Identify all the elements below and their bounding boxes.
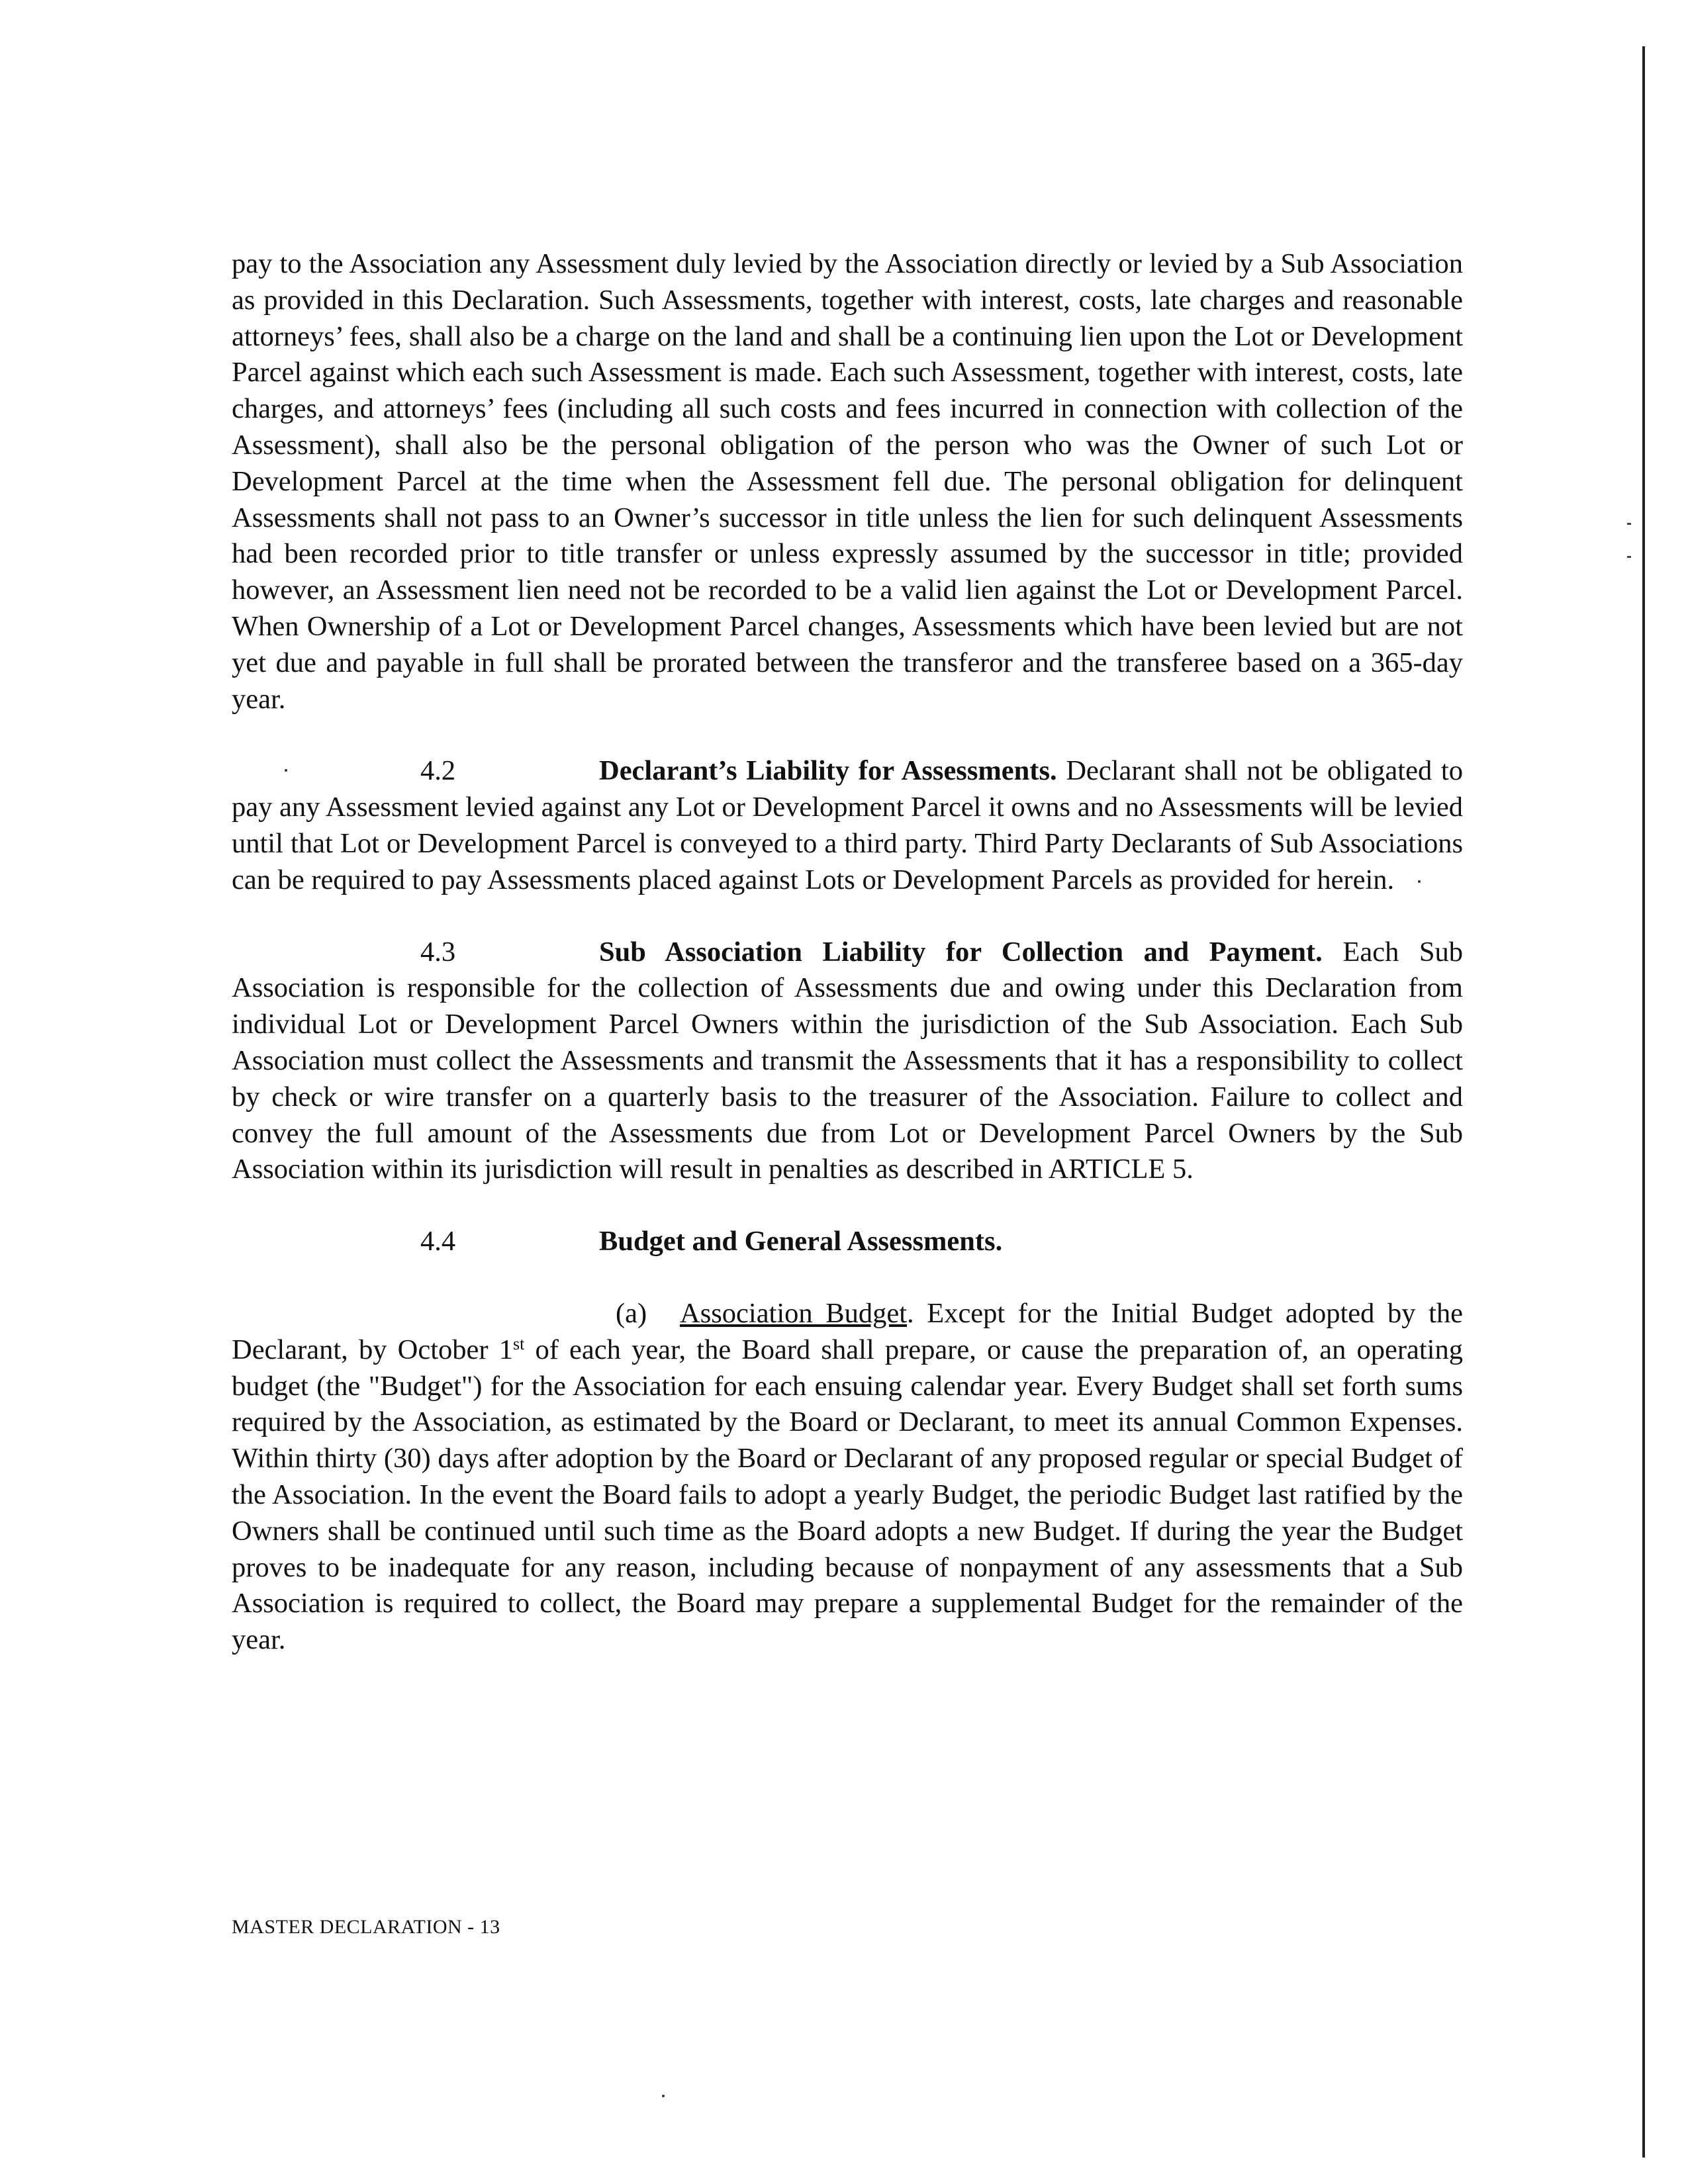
section-body: Declarant shall not be obligated to pay any Assessment levied against any Lot or Development Parcel it owns and no Assessments will be levied until that Lot or Development Parcel is conveyed to a third party. Third Party Declarants of Sub Associations can be required to pay Assessments placed against Lots or Development Parcels as provided for herein. xyxy=(232,755,1463,895)
document-body xyxy=(232,246,1463,1694)
scan-edge-line xyxy=(1642,46,1645,2158)
section-number: 4.3 xyxy=(420,936,456,968)
scan-speck xyxy=(662,2095,665,2097)
section-body: Each Sub Association is responsible for the collection of Assessments due and owing under this Declaration from individual Lot or Development Parcel Owners within the jurisdiction of the Sub Association. Each Sub Association must collect the Assessments and transmit the Assessments that it has a responsibility to collect by check or wire transfer on a quarterly basis to the treasurer of the Association. Failure to collect and convey the full amount of the Assessments due from Lot or Development Parcel Owners by the Sub Association within its jurisdiction will result in penalties as described in ARTICLE 5. xyxy=(232,936,1463,1185)
section-number: 4.4 xyxy=(420,1226,456,1257)
section-4-2 xyxy=(232,753,1463,898)
section-4-4-heading xyxy=(232,1224,1463,1260)
subsection-title: Association Budget xyxy=(680,1297,908,1329)
opening-paragraph: pay to the Association any Assessment duly levied by the Association directly or levied by a Sub Association as provided in this Declaration. Such Assessments, together with interest, costs, late charges and reasonable attorneys’ fees, shall also be a charge on the land and shall be a continuing lien upon the Lot or Development Parcel against which each such Assessment is made. Each such Assessment, together with interest, costs, late charges, and attorneys’ fees (including all such costs and fees incurred in connection with collection of the Assessment), shall also be the personal obligation of the person who was the Owner of such Lot or Development Parcel at the time when the Assessment fell due. The personal obligation for delinquent Assessments shall not pass to an Owner’s successor in title unless the lien for such delinquent Assessments had been recorded prior to title transfer or unless expressly assumed by the successor in title; provided however, an Assessment lien need not be recorded to be a valid lien against the Lot or Development Parcel. When Ownership of a Lot or Development Parcel changes, Assessments which have been levied but are not yet due and payable in full shall be prorated between the transferor and the transferee based on a 365-day year. xyxy=(232,248,1463,715)
ordinal-suffix: st xyxy=(512,1334,525,1353)
subsection-text-start: . Except for the Initial Budget adopted by the Declarant, by October 1 xyxy=(232,1297,1463,1365)
scan-tick-mark xyxy=(1627,556,1631,558)
section-4-3 xyxy=(232,934,1463,1189)
section-title: Budget and General Assessments. xyxy=(599,1226,1003,1257)
subsection-a xyxy=(232,1296,1463,1659)
subsection-text-rest: of each year, the Board shall prepare, or cause the preparation of, an operating budget (the "Budget") for the Association for each ensuing calendar year. Every Budget shall set forth sums required by the Association, as estimated by the Board or Declarant, to meet its annual Common Expenses. Within thirty (30) days after adoption by the Board or Declarant of any proposed regular or special Budget of the Association. In the event the Board fails to adopt a yearly Budget, the periodic Budget last ratified by the Owners shall be continued until such time as the Board adopts a new Budget. If during the year the Budget proves to be inadequate for any reason, including because of nonpayment of any assessments that a Sub Association is required to collect, the Board may prepare a supplemental Budget for the remainder of the year. xyxy=(232,1334,1463,1656)
scan-tick-mark xyxy=(1627,523,1631,525)
page-footer: MASTER DECLARATION - 13 xyxy=(232,1916,500,1938)
section-number: 4.2 xyxy=(420,755,456,787)
section-title: Declarant’s Liability for Assessments. xyxy=(599,755,1057,787)
subsection-marker: (a) xyxy=(616,1297,647,1329)
section-title: Sub Association Liability for Collection and Payment. xyxy=(599,936,1323,968)
